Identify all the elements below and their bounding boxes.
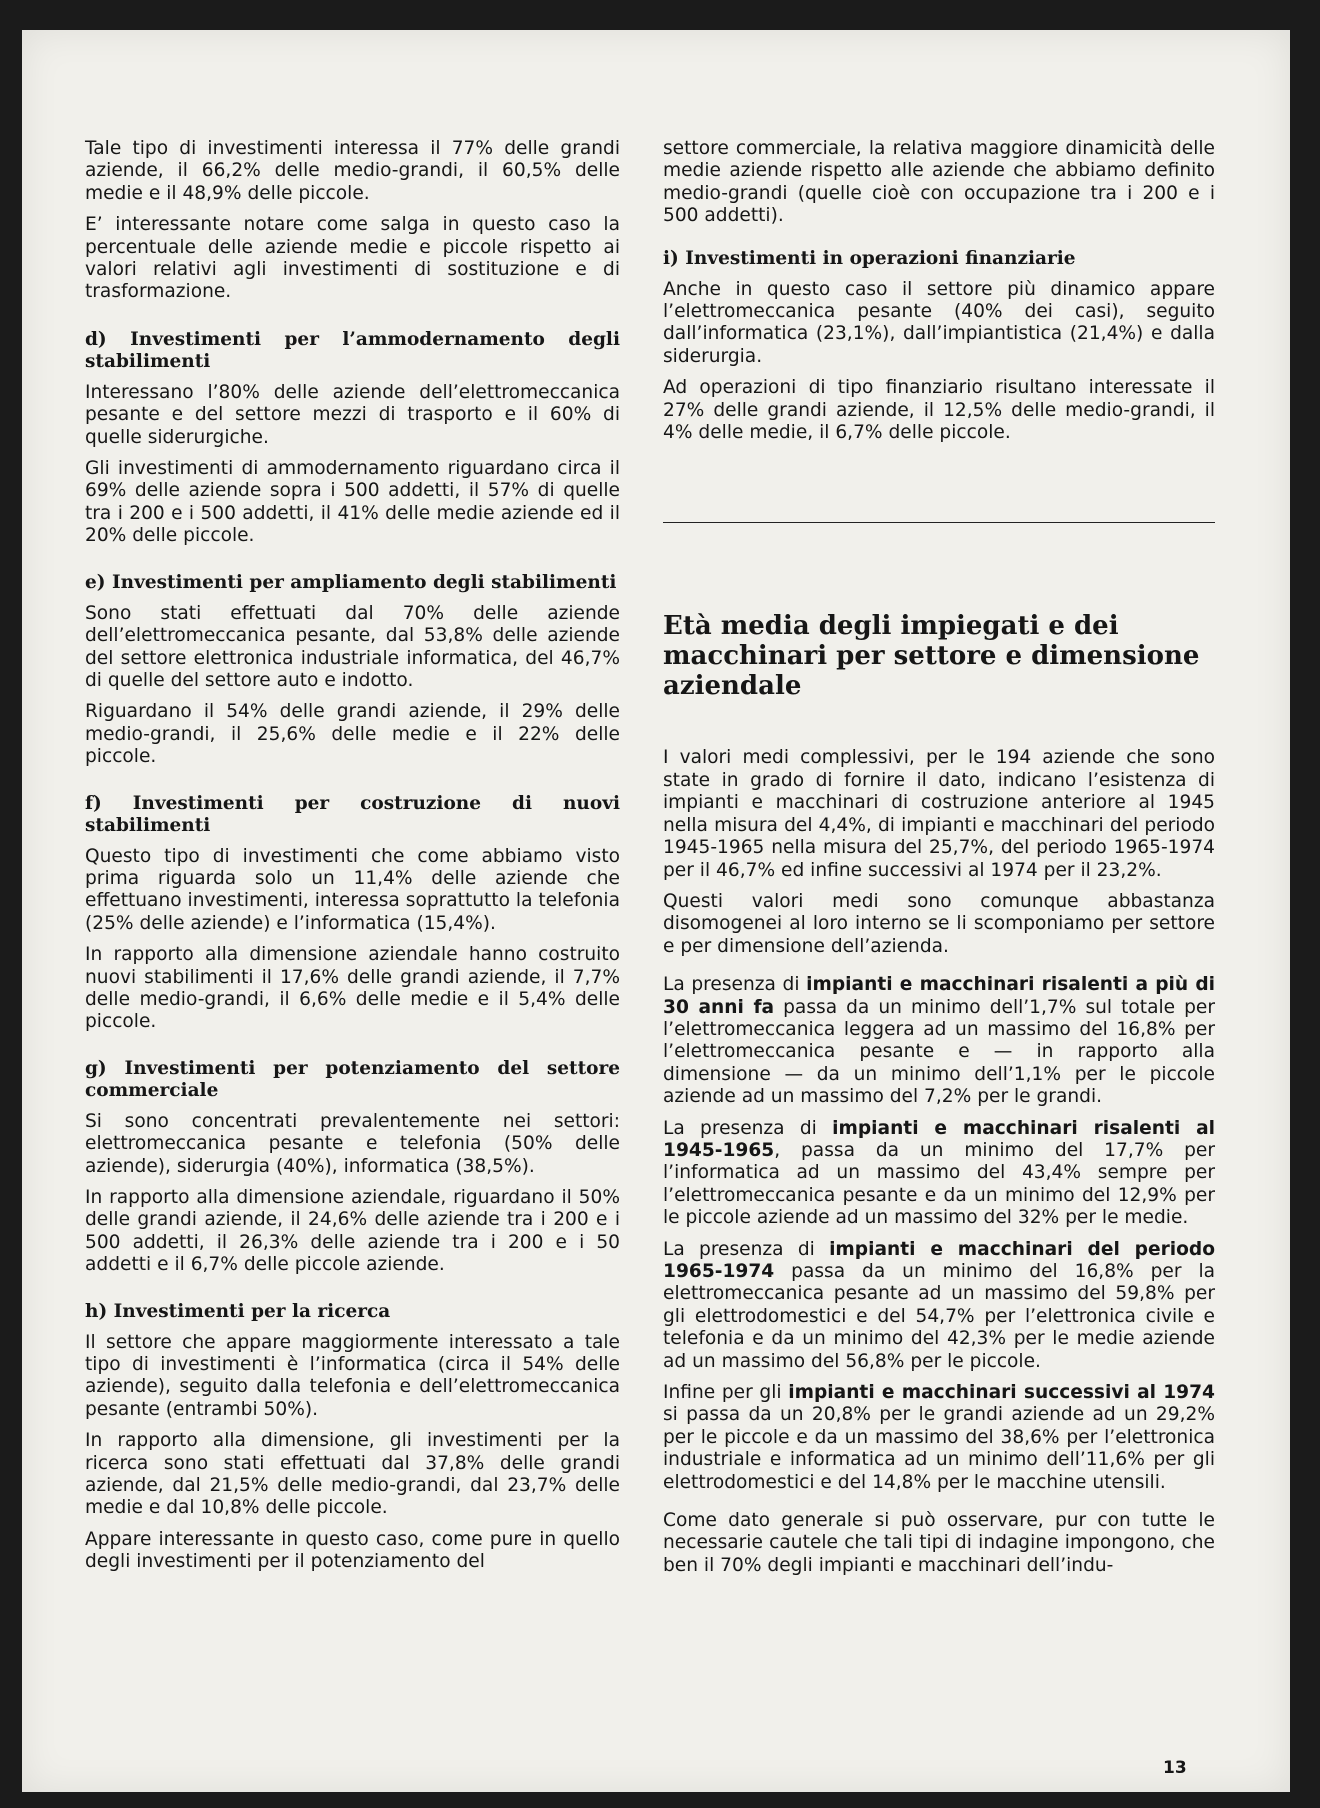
section-heading-f: f) Investimenti per costruzione di nuovi stabilimenti xyxy=(85,792,620,836)
paragraph: E’ interessante notare come salga in questo caso la percentuale delle aziende medie e piccole rispetto ai valori relativi agli investimenti di sostituzione e di trasformazione. xyxy=(85,214,620,303)
paragraph: settore commerciale, la relativa maggiore dinamicità delle medie aziende rispetto alle aziende che abbiamo definito medio-grandi (quelle cioè con occupazione tra i 200 e i 500 addetti). xyxy=(663,138,1215,227)
paragraph: Appare interessante in questo caso, come pure in quello degli investimenti per il potenziamento del xyxy=(85,1528,620,1573)
paragraph-after-1974: Infine per gli impianti e macchinari successivi al 1974 si passa da un 20,8% per le grandi aziende ad un 29,2% per le piccole e da un massimo del 38,6% per l’elettronica industriale e informatica ad un minimo dell’11,6% per gli elettrodomestici e del 14,8% per le macchine utensili. xyxy=(663,1382,1215,1493)
paragraph: In rapporto alla dimensione aziendale hanno costruito nuovi stabilimenti il 17,6% delle grandi aziende, il 7,7% delle medio-grandi, il 6,6% delle medie e il 5,4% delle piccole. xyxy=(85,944,620,1033)
paragraph-1965-1974: La presenza di impianti e macchinari del periodo 1965-1974 passa da un minimo del 16,8% per la elettromeccanica pesante ad un massimo del 59,8% per gli elettrodomestici e del 54,7% per l’elettronica civile e telefonia e da un minimo del 42,3% per le medie aziende ad un massimo del 56,8% per le piccole. xyxy=(663,1238,1215,1372)
paragraph: In rapporto alla dimensione aziendale, riguardano il 50% delle grandi aziende, il 24,6% delle aziende tra i 200 e i 500 addetti, il 26,3% delle aziende tra i 200 e i 50 addetti e il 6,7% delle piccole aziende. xyxy=(85,1187,620,1276)
section-heading-e: e) Investimenti per ampliamento degli stabilimenti xyxy=(85,571,617,593)
emphasis: impianti e macchinari risalenti a più di 30 anni fa xyxy=(663,974,1215,1018)
paragraph-30-years: La presenza di impianti e macchinari risalenti a più di 30 anni fa passa da un minimo dell’1,7% sul totale per l’elettromeccanica leggera ad un massimo del 16,8% per l’elettromeccanica pesante e — in rapporto alla dimensione — da un minimo dell’1,1% per le piccole aziende ad un massimo del 7,2% per le grandi. xyxy=(663,974,1215,1108)
section-heading-g: g) Investimenti per potenziamento del settore commerciale xyxy=(85,1057,620,1101)
emphasis: impianti e macchinari risalenti al 1945-1965 xyxy=(663,1117,1215,1161)
left-column xyxy=(85,138,620,1583)
paragraph: In rapporto alla dimensione, gli investimenti per la ricerca sono stati effettuati dal 37,8% delle grandi aziende, dal 21,5% delle medio-grandi, dal 23,7% delle medie e dal 10,8% delle piccole. xyxy=(85,1430,620,1519)
paragraph: Come dato generale si può osservare, pur con tutte le necessarie cautele che tali tipi di indagine impongono, che ben il 70% degli impianti e macchinari dell’indu- xyxy=(663,1510,1215,1576)
paragraph: Riguardano il 54% delle grandi aziende, il 29% delle medio-grandi, il 25,6% delle medie e il 22% delle piccole. xyxy=(85,701,620,768)
paragraph: Sono stati effettuati dal 70% delle aziende dell’elettromeccanica pesante, dal 53,8% delle aziende del settore elettronica industriale informatica, del 46,7% di quelle del settore auto e indotto. xyxy=(85,602,620,691)
section-heading-i: i) Investimenti in operazioni finanziarie xyxy=(663,247,1076,269)
article-title: Età media degli impiegati e dei macchinari per settore e dimensione aziendale xyxy=(663,611,1200,702)
emphasis: impianti e macchinari del periodo 1965-1974 xyxy=(663,1238,1215,1282)
paragraph: Anche in questo caso il settore più dinamico appare l’elettromeccanica pesante (40% dei casi), seguito dall’informatica (23,1%), dall’impiantistica (21,4%) e dalla siderurgia. xyxy=(663,278,1215,367)
emphasis: impianti e macchinari successivi al 1974 xyxy=(788,1382,1215,1404)
paragraph: Gli investimenti di ammodernamento riguardano circa il 69% delle aziende sopra i 500 addetti, il 57% di quelle tra i 200 e i 500 addetti, il 41% delle medie aziende ed il 20% delle piccole. xyxy=(85,458,620,547)
paragraph: Il settore che appare maggiormente interessato a tale tipo di investimenti è l’informatica (circa il 54% delle aziende), seguito dalla telefonia e dell’elettromeccanica pesante (entrambi 50%). xyxy=(85,1331,620,1420)
paragraph: Si sono concentrati prevalentemente nei settori: elettromeccanica pesante e telefonia (50% delle aziende), siderurgia (40%), informatica (38,5%). xyxy=(85,1110,620,1177)
section-divider xyxy=(663,522,1215,523)
section-heading-d: d) Investimenti per l’ammodernamento degli stabilimenti xyxy=(85,328,620,372)
paragraph: Questi valori medi sono comunque abbastanza disomogenei al loro interno se li scomponiamo per settore e per dimensione dell’azienda. xyxy=(663,890,1215,957)
right-column xyxy=(663,138,1215,1586)
paragraph: Ad operazioni di tipo finanziario risultano interessate il 27% delle grandi aziende, il 12,5% delle medio-grandi, il 4% delle medie, il 6,7% delle piccole. xyxy=(663,377,1215,444)
page-number: 13 xyxy=(1163,1758,1187,1778)
magazine-page xyxy=(22,30,1290,1792)
section-heading-h: h) Investimenti per la ricerca xyxy=(85,1300,391,1322)
paragraph: Interessano l’80% delle aziende dell’elettromeccanica pesante e del settore mezzi di trasporto e il 60% di quelle siderurgiche. xyxy=(85,381,620,448)
paragraph: Tale tipo di investimenti interessa il 77% delle grandi aziende, il 66,2% delle medio-grandi, il 60,5% delle medie e il 48,9% delle piccole. xyxy=(85,138,620,204)
paragraph: I valori medi complessivi, per le 194 aziende che sono state in grado di fornire il dato, indicano l’esistenza di impianti e macchinari di costruzione anteriore al 1945 nella misura del 4,4%, di impianti e macchinari del periodo 1945-1965 nella misura del 25,7%, del periodo 1965-1974 per il 46,7% ed infine successivi al 1974 per il 23,2%. xyxy=(663,747,1215,881)
paragraph-1945-1965: La presenza di impianti e macchinari risalenti al 1945-1965, passa da un minimo del 17,7% per l’informatica ad un massimo del 43,4% sempre per l’elettromeccanica pesante e da un minimo del 12,9% per le piccole aziende ad un massimo del 32% per le medie. xyxy=(663,1117,1215,1229)
paragraph: Questo tipo di investimenti che come abbiamo visto prima riguarda solo un 11,4% delle aziende che effettuano investimenti, interessa soprattutto la telefonia (25% delle aziende) e l’informatica (15,4%). xyxy=(85,845,620,934)
